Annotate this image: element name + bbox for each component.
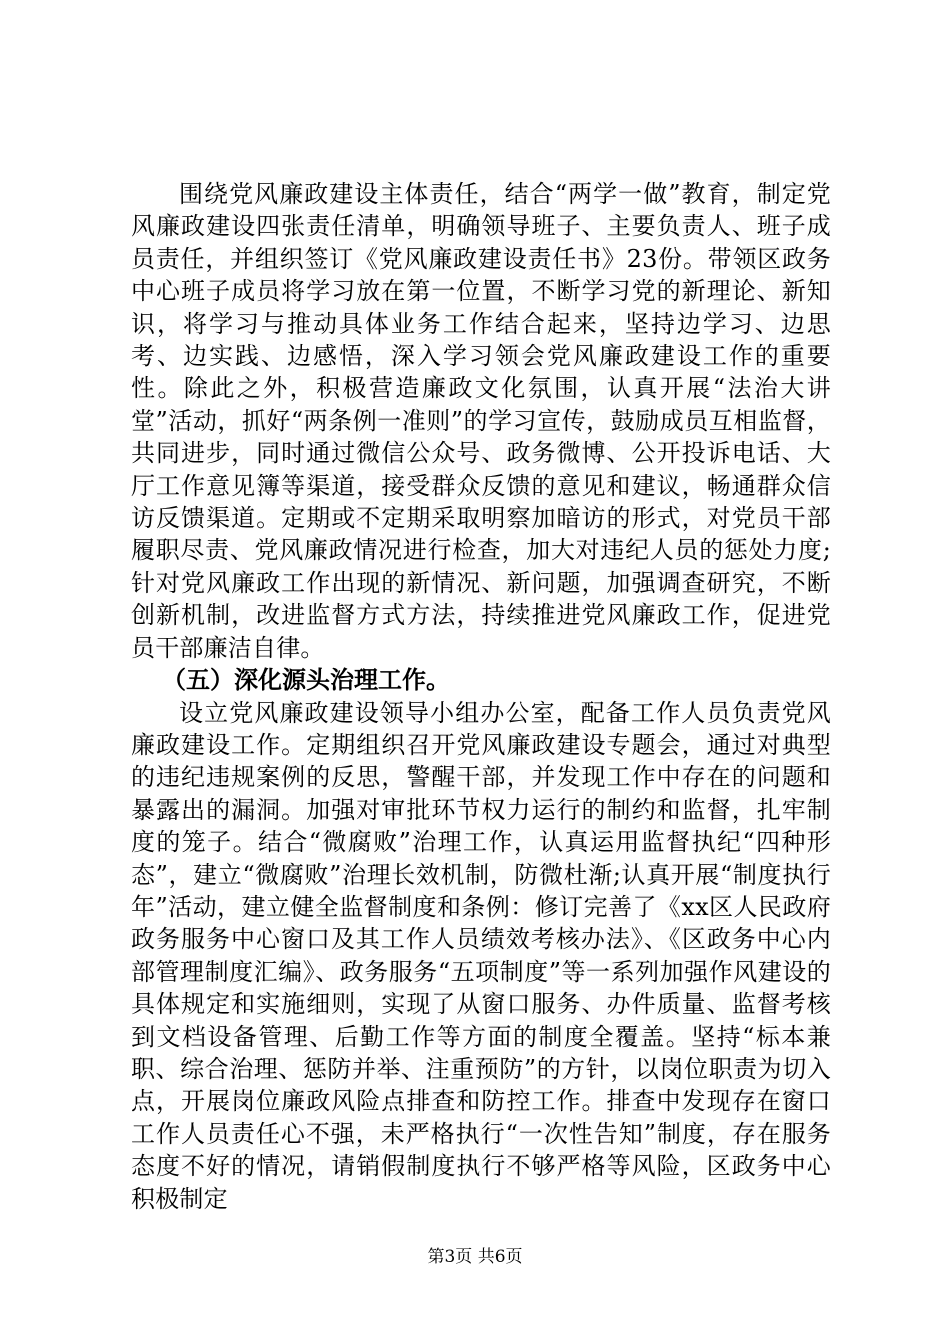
page-footer: 第3页 共6页 [427,1247,523,1267]
paragraph-source-governance: 设立党风廉政建设领导小组办公室，配备工作人员负责党风廉政建设工作。定期组织召开党风廉政建设专题会，通过对典型的违纪违规案例的反思，警醒干部，并发现工作中存在的问题和暴露出的漏洞。加强对审批环节权力运行的制约和监督，扎牢制度的笼子。结合“微腐败”治理工作，认真运用监督执纪“四种形态”，建立“微腐败”治理长效机制，防微杜渐;认真开展“制度执行年”活动，建立健全监督制度和条例：修订完善了《xx区人民政府政务服务中心窗口及其工作人员绩效考核办法》、《区政务中心内部管理制度汇编》、政务服务“五项制度”等一系列加强作风建设的具体规定和实施细则，实现了从窗口服务、办件质量、监督考核到文档设备管理、后勤工作等方面的制度全覆盖。坚持“标本兼职、综合治理、惩防并举、注重预防”的方针，以岗位职责为切入点，开展岗位廉政风险点排查和防控工作。排查中发现存在窗口工作人员责任心不强，未严格执行“一次性告知”制度，存在服务态度不好的情况，请销假制度执行不够严格等风险，区政务中心积极制定 [131,698,831,1213]
document-body [131,178,831,1215]
section-heading: （五）深化源头治理工作。 [162,666,450,695]
paragraph-responsibility: 围绕党风廉政建设主体责任，结合“两学一做”教育，制定党风廉政建设四张责任清单，明确领导班子、主要负责人、班子成员责任，并组织签订《党风廉政建设责任书》23份。带领区政务中心班子成员将学习放在第一位置，不断学习党的新理论、新知识，将学习与推动具体业务工作结合起来，坚持边学习、边思考、边实践、边感悟，深入学习领会党风廉政建设工作的重要性。除此之外，积极营造廉政文化氛围，认真开展“法治大讲堂”活动，抓好“两条例一准则”的学习宣传，鼓励成员互相监督，共同进步，同时通过微信公众号、政务微博、公开投诉电话、大厅工作意见簿等渠道，接受群众反馈的意见和建议，畅通群众信访反馈渠道。定期或不定期采取明察加暗访的形式，对党员干部履职尽责、党风廉政情况进行检查，加大对违纪人员的惩处力度;针对党风廉政工作出现的新情况、新问题，加强调查研究，不断创新机制，改进监督方式方法，持续推进党风廉政工作，促进党员干部廉洁自律。 [131,180,831,662]
